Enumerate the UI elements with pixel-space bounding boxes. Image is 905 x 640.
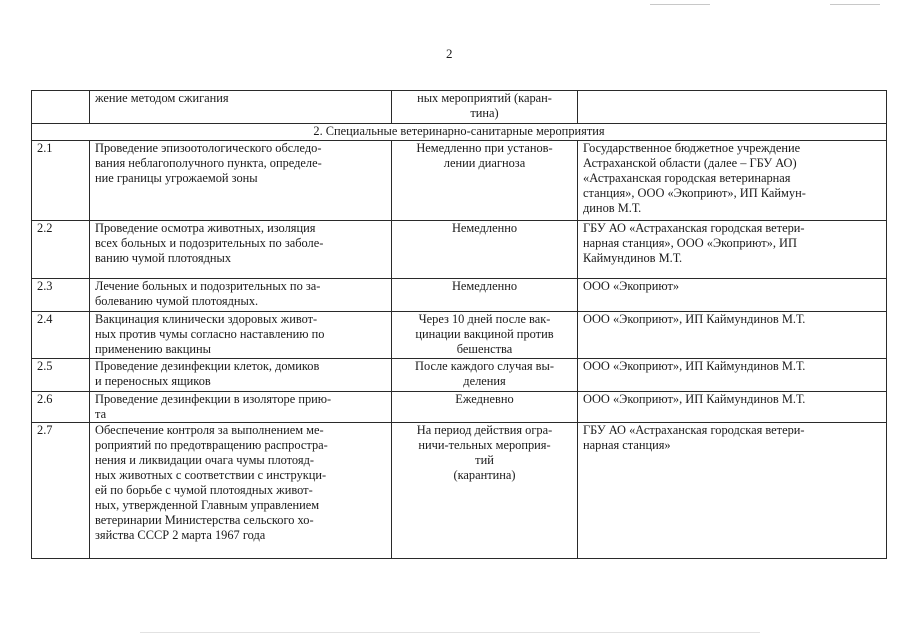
term-text: Немедленно — [451, 279, 518, 293]
responsible-text: ООО «Экоприют» — [583, 279, 680, 293]
page-number: 2 — [446, 46, 453, 61]
term-cell — [392, 359, 578, 392]
table-row — [32, 141, 887, 221]
table-row — [32, 392, 887, 423]
row-number-cell — [32, 392, 90, 423]
term-text: Немедленно при установ- лении диагноза — [416, 141, 553, 170]
term-cell — [392, 221, 578, 279]
term-text: Немедленно — [451, 221, 518, 235]
term-text: ных мероприятий (каран- тина) — [417, 91, 552, 120]
responsible-text: ГБУ АО «Астраханская городская ветери- нарная станция» — [583, 423, 805, 452]
row-number-cell — [32, 312, 90, 359]
measure-text: Проведение осмотра животных, изоляция всех больных и подозрительных по заболе- ванию чумой плотоядных — [95, 221, 324, 265]
measure-text: Вакцинация клинически здоровых живот- ных против чумы согласно наставлению по применению вакцины — [95, 312, 325, 356]
responsible-text: ООО «Экоприют», ИП Каймундинов М.Т. — [583, 359, 806, 373]
measures-rows — [32, 141, 887, 559]
measure-text: жение методом сжигания — [95, 91, 229, 105]
table-row — [32, 91, 887, 124]
responsible-cell — [578, 221, 887, 279]
term-text: На период действия огра- ничи-тельных мероприя- тий (карантина) — [416, 423, 553, 482]
scan-artifact — [830, 4, 880, 5]
responsible-cell — [578, 141, 887, 221]
responsible-cell — [578, 91, 887, 124]
responsible-cell — [578, 312, 887, 359]
term-cell — [392, 141, 578, 221]
row-number-text: 2.1 — [37, 141, 53, 155]
responsible-cell — [578, 359, 887, 392]
row-number-text: 2.3 — [37, 279, 53, 293]
responsible-cell — [578, 423, 887, 559]
measure-text: Проведение дезинфекции в изоляторе прию- та — [95, 392, 332, 421]
table-row — [32, 221, 887, 279]
row-number-cell — [32, 423, 90, 559]
responsible-text: ГБУ АО «Астраханская городская ветери- нарная станция», ООО «Экоприют», ИП Каймундинов М.Т. — [583, 221, 805, 265]
measures-table — [31, 90, 887, 559]
term-text: Через 10 дней после вак- цинации вакциной против бешенства — [415, 312, 554, 356]
row-number-cell — [32, 141, 90, 221]
responsible-cell — [578, 279, 887, 312]
measure-cell — [90, 91, 392, 124]
measure-cell — [90, 359, 392, 392]
table-row — [32, 359, 887, 392]
measure-text: Лечение больных и подозрительных по за- болеванию чумой плотоядных. — [95, 279, 321, 308]
table-row — [32, 279, 887, 312]
row-number-cell — [32, 279, 90, 312]
measure-cell — [90, 392, 392, 423]
term-cell — [392, 392, 578, 423]
row-number-text: 2.5 — [37, 359, 53, 373]
responsible-text: ООО «Экоприют», ИП Каймундинов М.Т. — [583, 312, 806, 326]
row-number-text: 2.4 — [37, 312, 53, 326]
row-number-cell — [32, 91, 90, 124]
row-number-text: 2.2 — [37, 221, 53, 235]
scan-artifact — [140, 632, 760, 633]
term-text: Ежедневно — [455, 392, 514, 406]
responsible-text: Государственное бюджетное учреждение Астраханской области (далее – ГБУ АО) «Астраханская городская ветеринарная станция», ООО «Экоприют», ИП Каймун- динов М.Т. — [583, 141, 806, 215]
measure-cell — [90, 221, 392, 279]
term-cell — [392, 423, 578, 559]
measure-cell — [90, 279, 392, 312]
measure-text: Обеспечение контроля за выполнением ме- роприятий по предотвращению распростра- нения и ликвидации очага чумы плотояд- ных животных с соответствии с инструкци- ей по борьбе с чумой плотоядных живот- ных, утвержденной Главным управлением ветеринарии Министерства сельского хо- зяйства СССР 2 марта 1967 года — [95, 423, 328, 542]
section-title: 2. Специальные ветеринарно-санитарные мероприятия — [32, 124, 887, 141]
table-row — [32, 423, 887, 559]
term-cell — [392, 91, 578, 124]
measure-cell — [90, 312, 392, 359]
scan-artifact — [650, 4, 710, 5]
responsible-text: ООО «Экоприют», ИП Каймундинов М.Т. — [583, 392, 806, 406]
row-number-cell — [32, 359, 90, 392]
responsible-cell — [578, 392, 887, 423]
measure-text: Проведение эпизоотологического обследо- вания неблагополучного пункта, определе- ние границы угрожаемой зоны — [95, 141, 322, 185]
measure-cell — [90, 141, 392, 221]
measure-cell — [90, 423, 392, 559]
term-text: После каждого случая вы- деления — [415, 359, 554, 388]
measure-text: Проведение дезинфекции клеток, домиков и переносных ящиков — [95, 359, 320, 388]
row-number-cell — [32, 221, 90, 279]
section-header-row — [32, 124, 887, 141]
term-cell — [392, 312, 578, 359]
table-row — [32, 312, 887, 359]
row-number-text: 2.7 — [37, 423, 53, 437]
term-cell — [392, 279, 578, 312]
row-number-text: 2.6 — [37, 392, 53, 406]
